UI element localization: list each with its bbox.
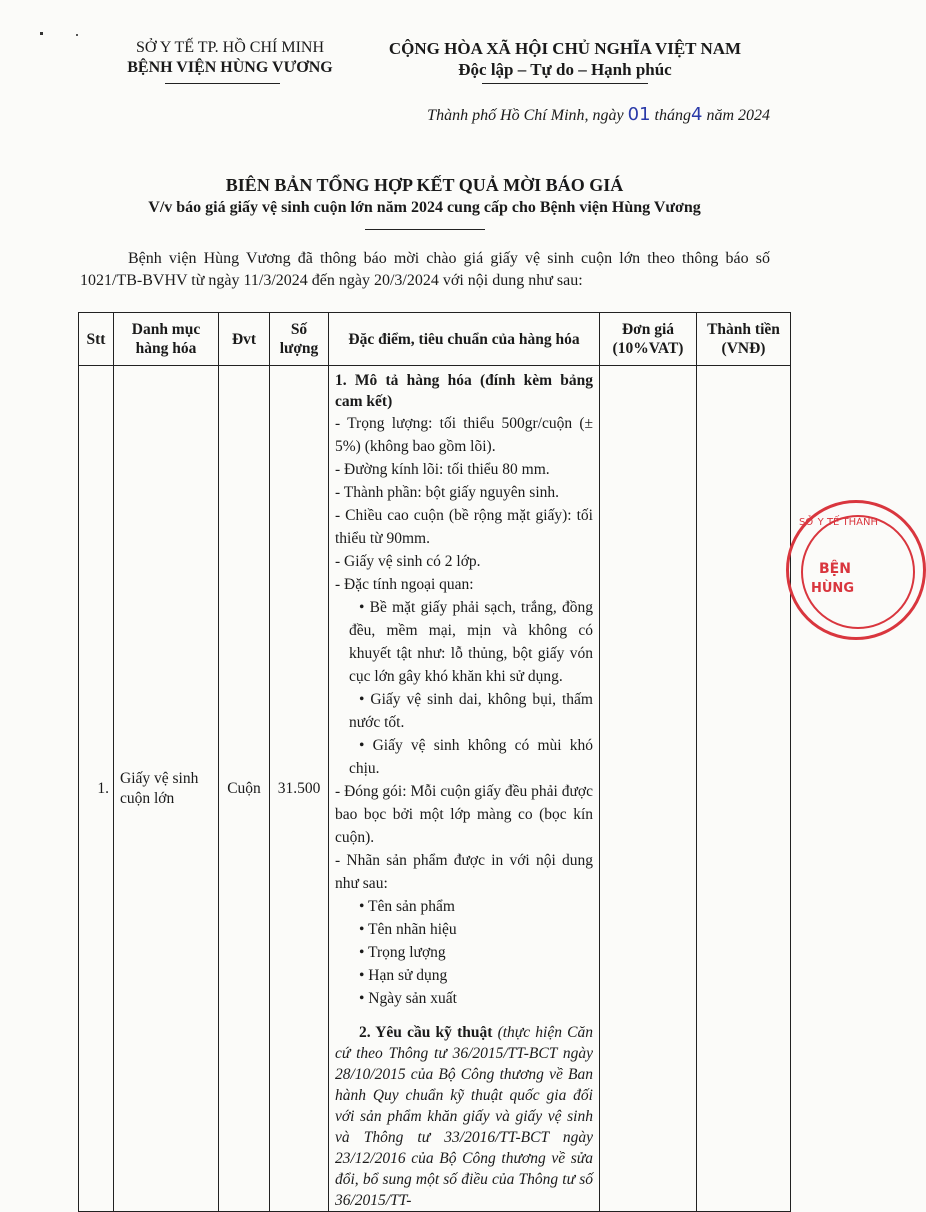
header-price: Đơn giá (10%VAT) [600, 313, 697, 366]
date-month: 4 [690, 104, 703, 125]
hospital-name: BỆNH VIỆN HÙNG VƯƠNG [127, 59, 333, 76]
cell-spec [329, 366, 600, 1212]
date-prefix: Thành phố Hồ Chí Minh, ngày [427, 107, 624, 124]
corner-mark-2 [76, 34, 78, 36]
header-item: Danh mục hàng hóa [114, 313, 219, 366]
national-title: CỘNG HÒA XÃ HỘI CHỦ NGHĨA VIỆT NAM [388, 39, 742, 58]
spec-label-item: • Hạn sử dụng [359, 967, 448, 984]
document-title: BIÊN BẢN TỔNG HỢP KẾT QUẢ MỜI BÁO GIÁ [225, 175, 624, 195]
motto-underline [482, 83, 648, 84]
spec-packaging: - Đóng gói: Mỗi cuộn giấy đều phải được bao bọc bởi một lớp màng co (bọc kín cuộn). [335, 783, 593, 846]
date-year: năm 2024 [706, 107, 770, 124]
national-header [360, 38, 770, 80]
header-stt: Stt [79, 313, 114, 366]
cell-item-name: Giấy vệ sinh cuộn lớn [114, 366, 219, 1212]
cell-stt: 1. [79, 366, 114, 1212]
spec-appearance-1: • Bề mặt giấy phải sạch, trắng, đồng đều, mềm mại, mịn và không có khuyết tật như: lỗ thủng, bột giấy vón cục lớn gây khó khăn khi sử dụng. [349, 599, 593, 685]
spec-section-1-title: 1. Mô tả hàng hóa (đính kèm bảng cam kết) [335, 372, 593, 410]
spec-label-item: • Ngày sản xuất [359, 990, 457, 1007]
intro-paragraph: Bệnh viện Hùng Vương đã thông báo mời chào giá giấy vệ sinh cuộn lớn theo thông báo số 1021/TB-BVHV từ ngày 11/3/2024 đến ngày 20/3/2024 với nội dung như sau: [80, 250, 770, 289]
spec-appearance-3: • Giấy vệ sinh không có mùi khó chịu. [349, 737, 593, 777]
quote-table [78, 312, 791, 1212]
document-date [360, 104, 770, 125]
spec-section-2-text: (thực hiện Căn cứ theo Thông tư 36/2015/TT-BCT ngày 28/10/2015 của Bộ Công thương về Ban hành Quy chuẩn kỹ thuật quốc gia đối với sản phẩm khăn giấy và giấy vệ sinh và Thông tư 33/2016/TT-BCT ngày 23/12/2016 của Bộ Công thương về sửa đổi, bổ sung một số điều của Thông tư số 36/2015/TT- [335, 1024, 594, 1209]
cell-total [697, 366, 791, 1212]
spec-core: - Đường kính lõi: tối thiểu 80 mm. [335, 461, 550, 478]
spec-height: - Chiều cao cuộn (bề rộng mặt giấy): tối thiểu từ 90mm. [335, 507, 593, 547]
hospital-stamp [786, 500, 926, 640]
spec-appearance: - Đặc tính ngoại quan: [335, 576, 474, 593]
cell-unit: Cuộn [219, 366, 270, 1212]
header-spec: Đặc điểm, tiêu chuẩn của hàng hóa [329, 313, 600, 366]
cell-qty: 31.500 [270, 366, 329, 1212]
stamp-text-2: HÙNG [811, 581, 854, 596]
header-unit: Đvt [219, 313, 270, 366]
stamp-arc-text: SỞ Y TẾ THÀNH [799, 517, 879, 528]
spec-ply: - Giấy vệ sinh có 2 lớp. [335, 553, 481, 570]
spec-section-2 [335, 1022, 593, 1211]
agency-header [100, 38, 360, 78]
national-motto: Độc lập – Tự do – Hạnh phúc [458, 60, 672, 79]
date-month-label: tháng [654, 107, 691, 124]
title-underline [365, 229, 485, 230]
table-row [79, 366, 791, 1212]
header-qty: Số lượng [270, 313, 329, 366]
spec-section-2-title: 2. Yêu cầu kỹ thuật [359, 1024, 493, 1041]
spec-label-item: • Tên nhãn hiệu [359, 921, 457, 938]
table-header-row [79, 313, 791, 366]
agency-underline [165, 83, 280, 84]
spec-appearance-2: • Giấy vệ sinh dai, không bụi, thấm nước tốt. [349, 691, 593, 731]
date-day: 01 [627, 104, 651, 125]
department-name: SỞ Y TẾ TP. HỒ CHÍ MINH [135, 39, 324, 56]
document-subtitle: V/v báo giá giấy vệ sinh cuộn lớn năm 2024 cung cấp cho Bệnh viện Hùng Vương [148, 199, 701, 216]
spec-label-item: • Trọng lượng [359, 944, 446, 961]
spec-material: - Thành phần: bột giấy nguyên sinh. [335, 484, 560, 501]
header-total: Thành tiền (VNĐ) [697, 313, 791, 366]
stamp-text-1: BỆN [819, 561, 851, 577]
spec-label-item: • Tên sản phẩm [359, 898, 455, 915]
cell-price [600, 366, 697, 1212]
corner-mark [40, 32, 43, 35]
spec-label: - Nhãn sản phẩm được in với nội dung như sau: [335, 852, 593, 892]
spec-weight: - Trọng lượng: tối thiểu 500gr/cuộn (± 5%) (không bao gồm lõi). [335, 415, 593, 455]
